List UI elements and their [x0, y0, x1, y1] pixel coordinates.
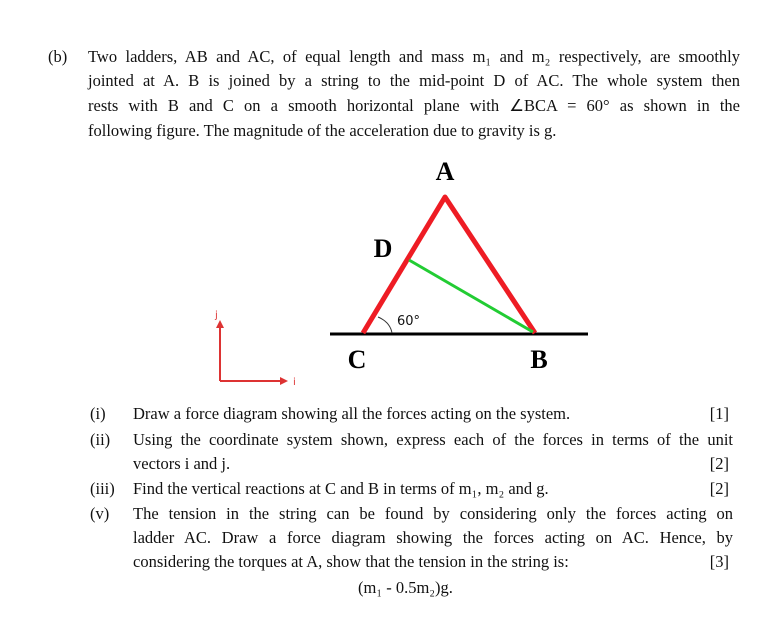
question-line: vectors i and j.	[133, 454, 231, 473]
question-label: (ii)	[90, 430, 111, 449]
label-b: B	[530, 345, 548, 374]
string	[409, 260, 533, 332]
intro-line: following figure. The magnitude of the acceleration due to gravity is g.	[88, 121, 557, 140]
question-line: The tension in the string can be found by considering only the forces acting on	[133, 504, 733, 523]
label-d: D	[373, 234, 393, 263]
question-line: Using the coordinate system shown, express each of the forces in terms of the unit	[133, 430, 733, 449]
angle-label: 60°	[397, 314, 421, 329]
tension-formula: (m₁ - 0.5m₂)g.	[358, 578, 453, 597]
intro-line: jointed at A. B is joined by a string to the mid-point D of AC. The whole system then	[88, 71, 740, 90]
question-line: Draw a force diagram showing all the forces acting on the system.	[133, 404, 571, 423]
question-label: (v)	[90, 504, 110, 523]
axis-i-label: i	[293, 377, 296, 388]
intro-line: Two ladders, AB and AC, of equal length and mass m₁ and m₂ respectively, are smoothly	[88, 47, 740, 66]
question-line: considering the torques at A, show that the tension in the string is:	[133, 552, 569, 571]
question-label: (iii)	[90, 479, 115, 498]
axis-j-label: j	[215, 310, 218, 321]
question-marks: [3]	[709, 552, 729, 571]
axes-icon	[216, 320, 288, 385]
label-c: C	[347, 345, 367, 374]
question-line: Find the vertical reactions at C and B in terms of m₁, m₂ and g.	[133, 479, 549, 498]
question-marks: [2]	[709, 454, 729, 473]
part-label: (b)	[48, 47, 68, 66]
question-label: (i)	[90, 404, 106, 423]
question-marks: [2]	[709, 479, 729, 498]
question-marks: [1]	[709, 404, 729, 423]
question-line: ladder AC. Draw a force diagram showing the forces acting on AC. Hence, by	[133, 528, 733, 547]
intro-line: rests with B and C on a smooth horizontal plane with ∠BCA = 60° as shown in the	[88, 96, 740, 115]
label-a: A	[435, 157, 455, 186]
ladders	[363, 197, 535, 333]
angle-arc	[378, 317, 392, 333]
